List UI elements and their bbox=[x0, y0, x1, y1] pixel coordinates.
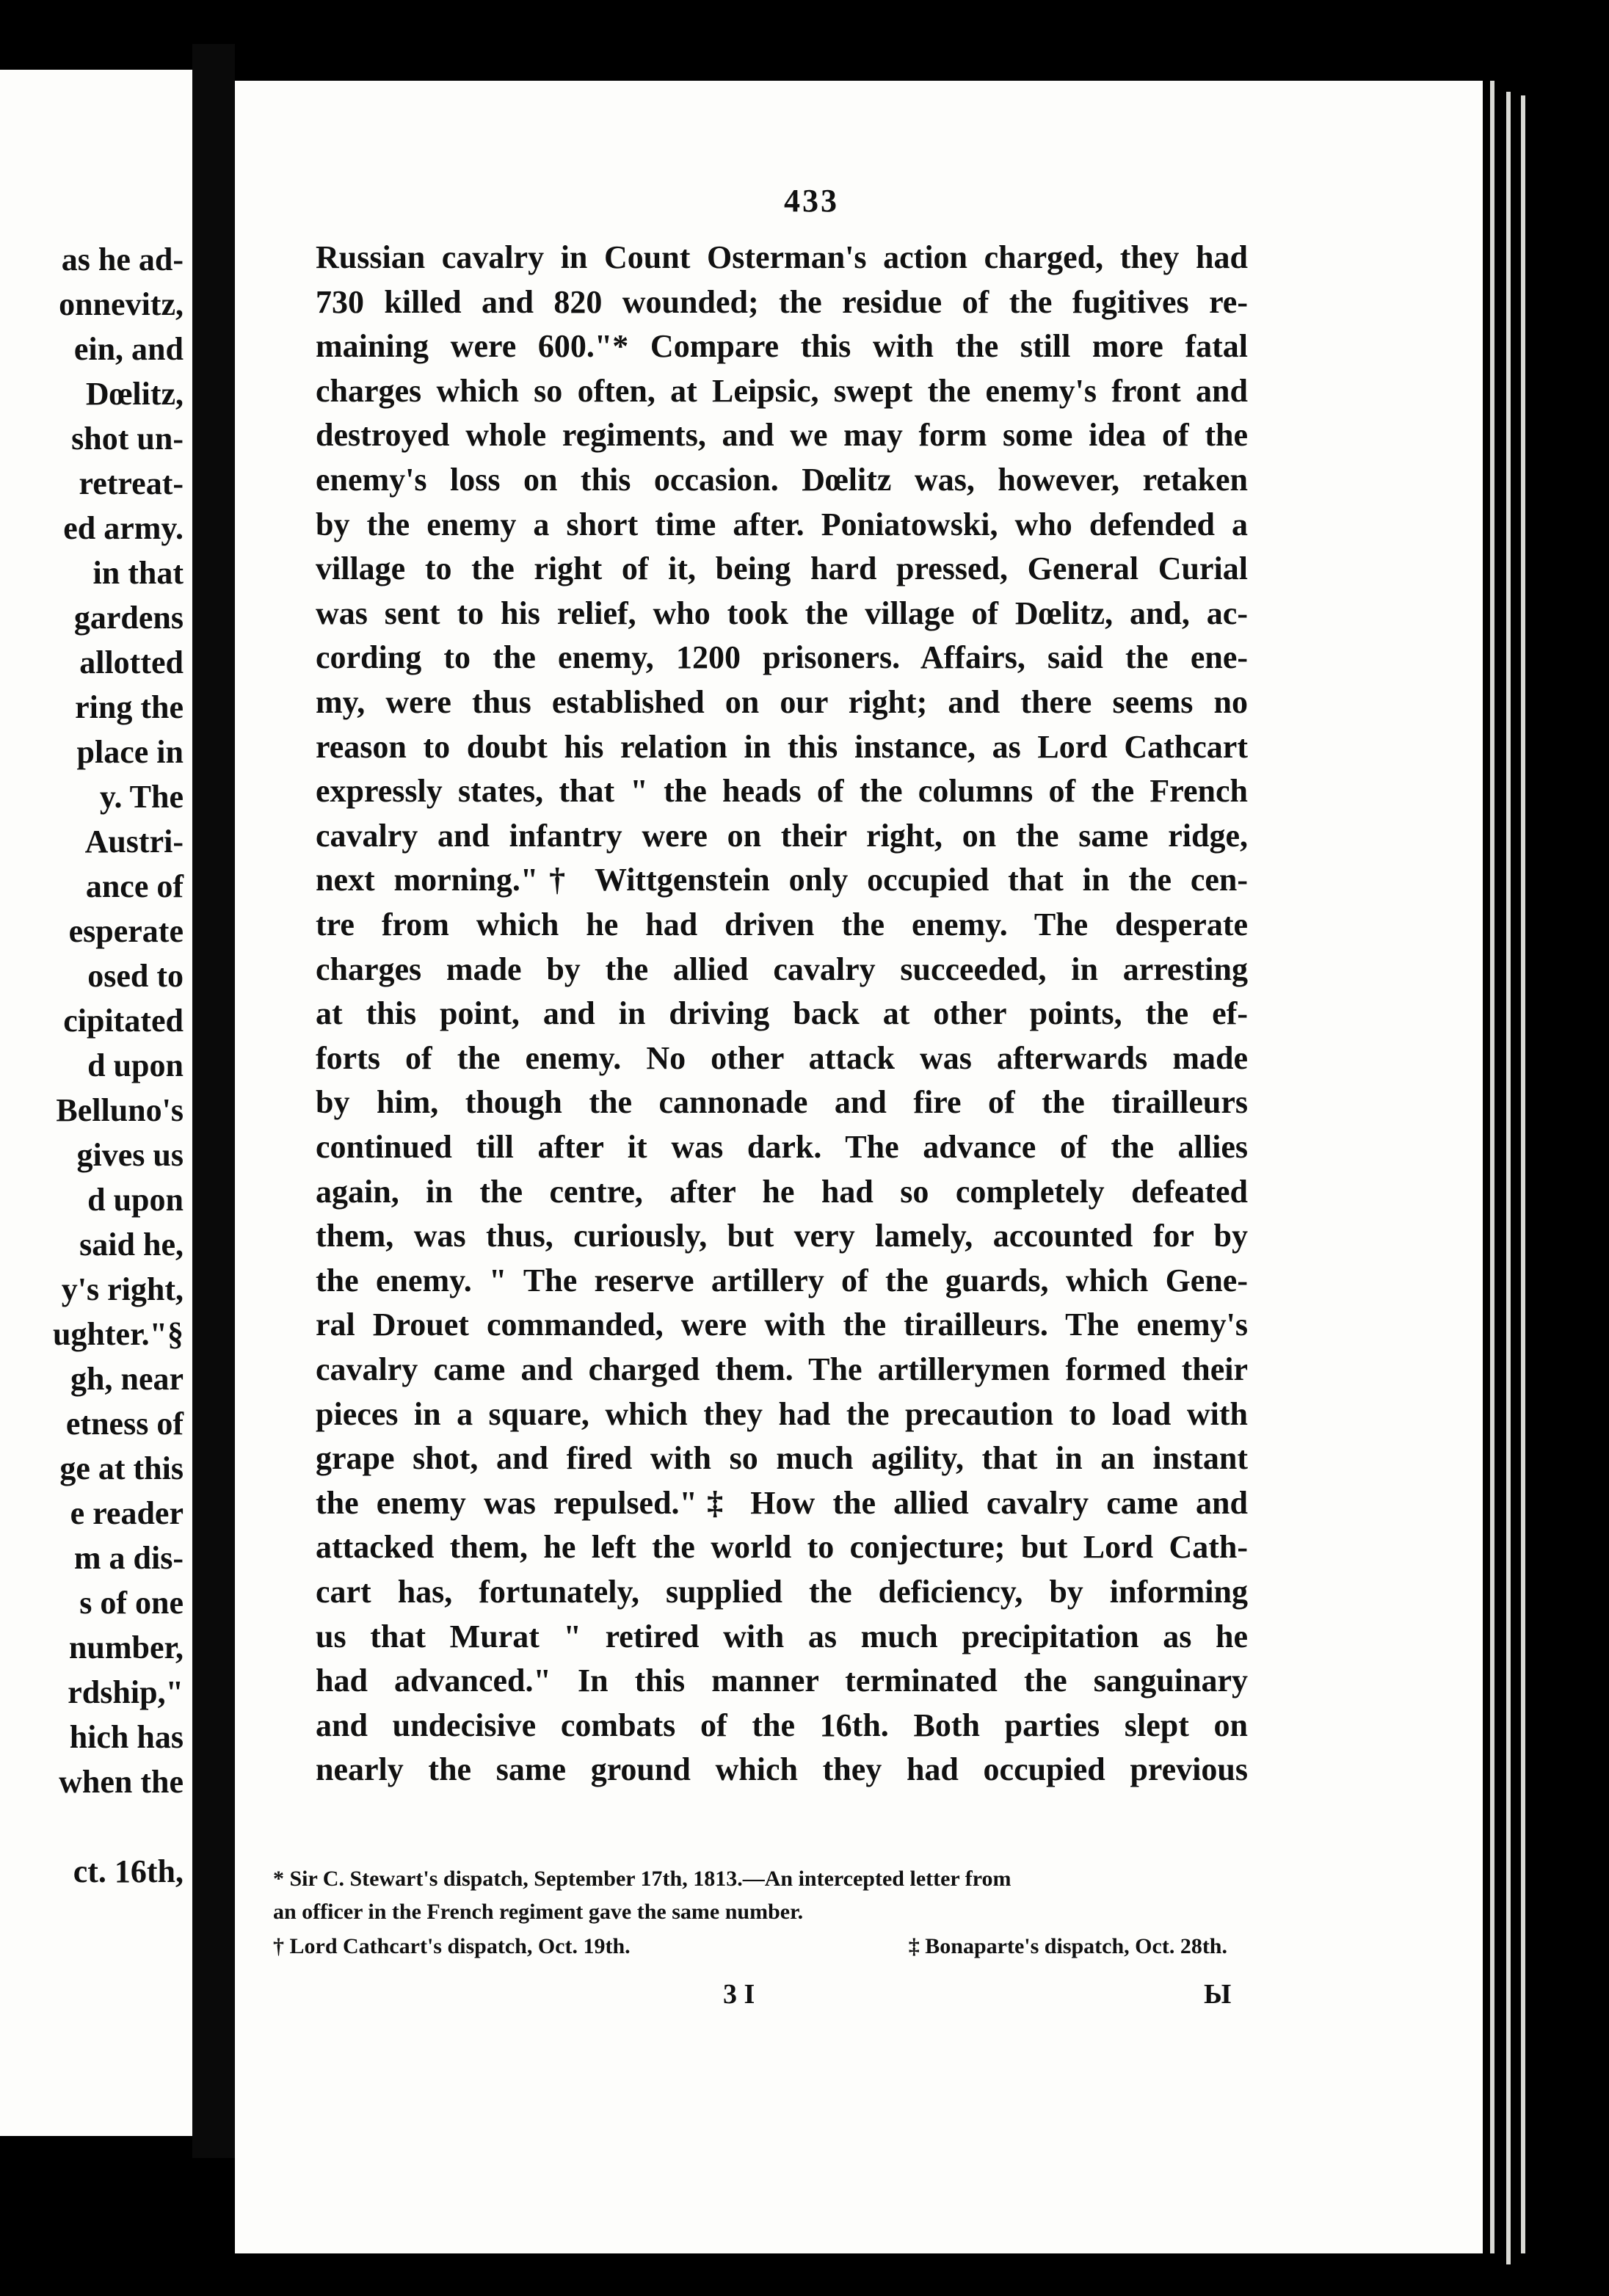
body-line: the enemy was repulsed."‡ How the allied cavalry came and bbox=[316, 1484, 1248, 1521]
left-page-line: m a dis- bbox=[73, 1540, 184, 1576]
body-line: charges which so often, at Leipsic, swept the enemy's front and bbox=[316, 372, 1248, 409]
left-page-line: Belluno's bbox=[56, 1092, 184, 1128]
left-page-line: when the bbox=[59, 1764, 184, 1800]
left-page-line: ring the bbox=[75, 689, 184, 725]
footnote-star-line-1: * Sir C. Stewart's dispatch, September 17th, 1813.—An intercepted letter from bbox=[273, 1867, 1011, 1891]
left-page-line: as he ad- bbox=[61, 241, 184, 277]
left-page-line: ed army. bbox=[63, 510, 184, 546]
body-line: by the enemy a short time after. Poniatowski, who defended a bbox=[316, 506, 1248, 542]
left-page-line: cipitated bbox=[63, 1003, 184, 1039]
left-page-line: place in bbox=[76, 734, 184, 770]
left-page-line: y's right, bbox=[61, 1271, 184, 1307]
left-page bbox=[0, 70, 192, 2136]
body-line: village to the right of it, being hard pressed, General Curial bbox=[316, 551, 1248, 587]
body-line: reason to doubt his relation in this instance, as Lord Cathcart bbox=[316, 728, 1248, 765]
body-line: grape shot, and fired with so much agility, that in an instant bbox=[316, 1440, 1248, 1477]
left-page-line: e reader bbox=[70, 1495, 184, 1531]
left-page-line: gh, near bbox=[70, 1361, 184, 1397]
body-line: was sent to his relief, who took the village of Dœlitz, and, ac- bbox=[316, 595, 1248, 631]
body-line: next morning."† Wittgenstein only occupied that in the cen- bbox=[316, 862, 1248, 898]
body-line: forts of the enemy. No other attack was afterwards made bbox=[316, 1039, 1248, 1076]
left-page-line: Dœlitz, bbox=[85, 376, 184, 412]
left-page-line: onnevitz, bbox=[59, 286, 184, 322]
body-line: attacked them, he left the world to conjecture; but Lord Cath- bbox=[316, 1529, 1248, 1566]
footnote-dagger: † Lord Cathcart's dispatch, Oct. 19th. bbox=[273, 1934, 631, 1958]
body-line: by him, though the cannonade and fire of the tirailleurs bbox=[316, 1084, 1248, 1121]
footnote-double-dagger: ‡ Bonaparte's dispatch, Oct. 28th. bbox=[908, 1934, 1227, 1958]
page-gutter bbox=[192, 44, 235, 2158]
body-line: expressly states, that " the heads of the columns of the French bbox=[316, 773, 1248, 810]
left-page-line: ct. 16th, bbox=[73, 1853, 184, 1889]
body-line: had advanced." In this manner terminated the sanguinary bbox=[316, 1663, 1248, 1699]
page-edge bbox=[1506, 92, 1511, 2264]
body-line: ral Drouet commanded, were with the tirailleurs. The enemy's bbox=[316, 1307, 1248, 1343]
body-line: cording to the enemy, 1200 prisoners. Affairs, said the ene- bbox=[316, 639, 1248, 676]
left-page-line: y. The bbox=[99, 779, 184, 815]
body-line: continued till after it was dark. The advance of the allies bbox=[316, 1129, 1248, 1165]
left-page-line: gives us bbox=[76, 1137, 184, 1173]
left-page-line: hich has bbox=[69, 1719, 184, 1755]
body-line: nearly the same ground which they had occupied previous bbox=[316, 1751, 1248, 1788]
body-line: again, in the centre, after he had so completely defeated bbox=[316, 1173, 1248, 1210]
body-line: charges made by the allied cavalry succeeded, in arresting bbox=[316, 951, 1248, 987]
body-line: cavalry came and charged them. The artillerymen formed their bbox=[316, 1351, 1248, 1387]
body-line: destroyed whole regiments, and we may form some idea of the bbox=[316, 417, 1248, 454]
signature-mark-right: Ы bbox=[1204, 1979, 1232, 2010]
left-page-line: in that bbox=[92, 555, 184, 591]
left-page-line: rdship," bbox=[68, 1674, 184, 1710]
body-line: my, were thus established on our right; and there seems no bbox=[316, 684, 1248, 720]
left-page-line: shot un- bbox=[71, 421, 184, 457]
left-page-line: etness of bbox=[65, 1406, 184, 1442]
footnote-row bbox=[273, 1934, 1227, 1959]
left-page-line: ge at this bbox=[59, 1450, 184, 1486]
page-edge bbox=[1490, 81, 1494, 2253]
left-page-line: said he, bbox=[79, 1227, 184, 1263]
body-line: and undecisive combats of the 16th. Both parties slept on bbox=[316, 1707, 1248, 1743]
body-line: maining were 600."* Compare this with the still more fatal bbox=[316, 328, 1248, 365]
left-page-line: ance of bbox=[85, 868, 184, 904]
body-line: pieces in a square, which they had the precaution to load with bbox=[316, 1395, 1248, 1432]
left-page-line: ein, and bbox=[73, 331, 184, 367]
left-page-line: osed to bbox=[87, 958, 184, 994]
left-page-line: allotted bbox=[79, 644, 184, 680]
page-edge bbox=[1521, 95, 1525, 2253]
body-line: cavalry and infantry were on their right, on the same ridge, bbox=[316, 817, 1248, 854]
left-page-line: gardens bbox=[73, 600, 184, 636]
footnote-star-line-2: an officer in the French regiment gave the same number. bbox=[273, 1900, 804, 1924]
left-page-line: ughter."§ bbox=[52, 1316, 184, 1352]
body-line: Russian cavalry in Count Osterman's action charged, they had bbox=[316, 239, 1248, 275]
body-line: them, was thus, curiously, but very lamely, accounted for by bbox=[316, 1218, 1248, 1254]
left-page-line: Austri- bbox=[84, 824, 184, 860]
body-line: enemy's loss on this occasion. Dœlitz was, however, retaken bbox=[316, 462, 1248, 498]
left-page-line: number, bbox=[68, 1630, 184, 1665]
left-page-line: d upon bbox=[87, 1047, 184, 1083]
body-line: the enemy. " The reserve artillery of the guards, which Gene- bbox=[316, 1262, 1248, 1298]
body-line: at this point, and in driving back at other points, the ef- bbox=[316, 995, 1248, 1032]
left-page-line: d upon bbox=[87, 1182, 184, 1218]
signature-mark: 3 I bbox=[723, 1979, 755, 2010]
body-line: cart has, fortunately, supplied the deficiency, by informing bbox=[316, 1574, 1248, 1610]
left-page-line: esperate bbox=[68, 913, 184, 949]
left-page-line: s of one bbox=[79, 1585, 184, 1621]
left-page-line: retreat- bbox=[79, 465, 184, 501]
body-line: us that Murat " retired with as much precipitation as he bbox=[316, 1618, 1248, 1654]
body-line: 730 killed and 820 wounded; the residue of the fugitives re- bbox=[316, 283, 1248, 320]
body-line: tre from which he had driven the enemy. The desperate bbox=[316, 907, 1248, 942]
page-number: 433 bbox=[784, 183, 839, 219]
